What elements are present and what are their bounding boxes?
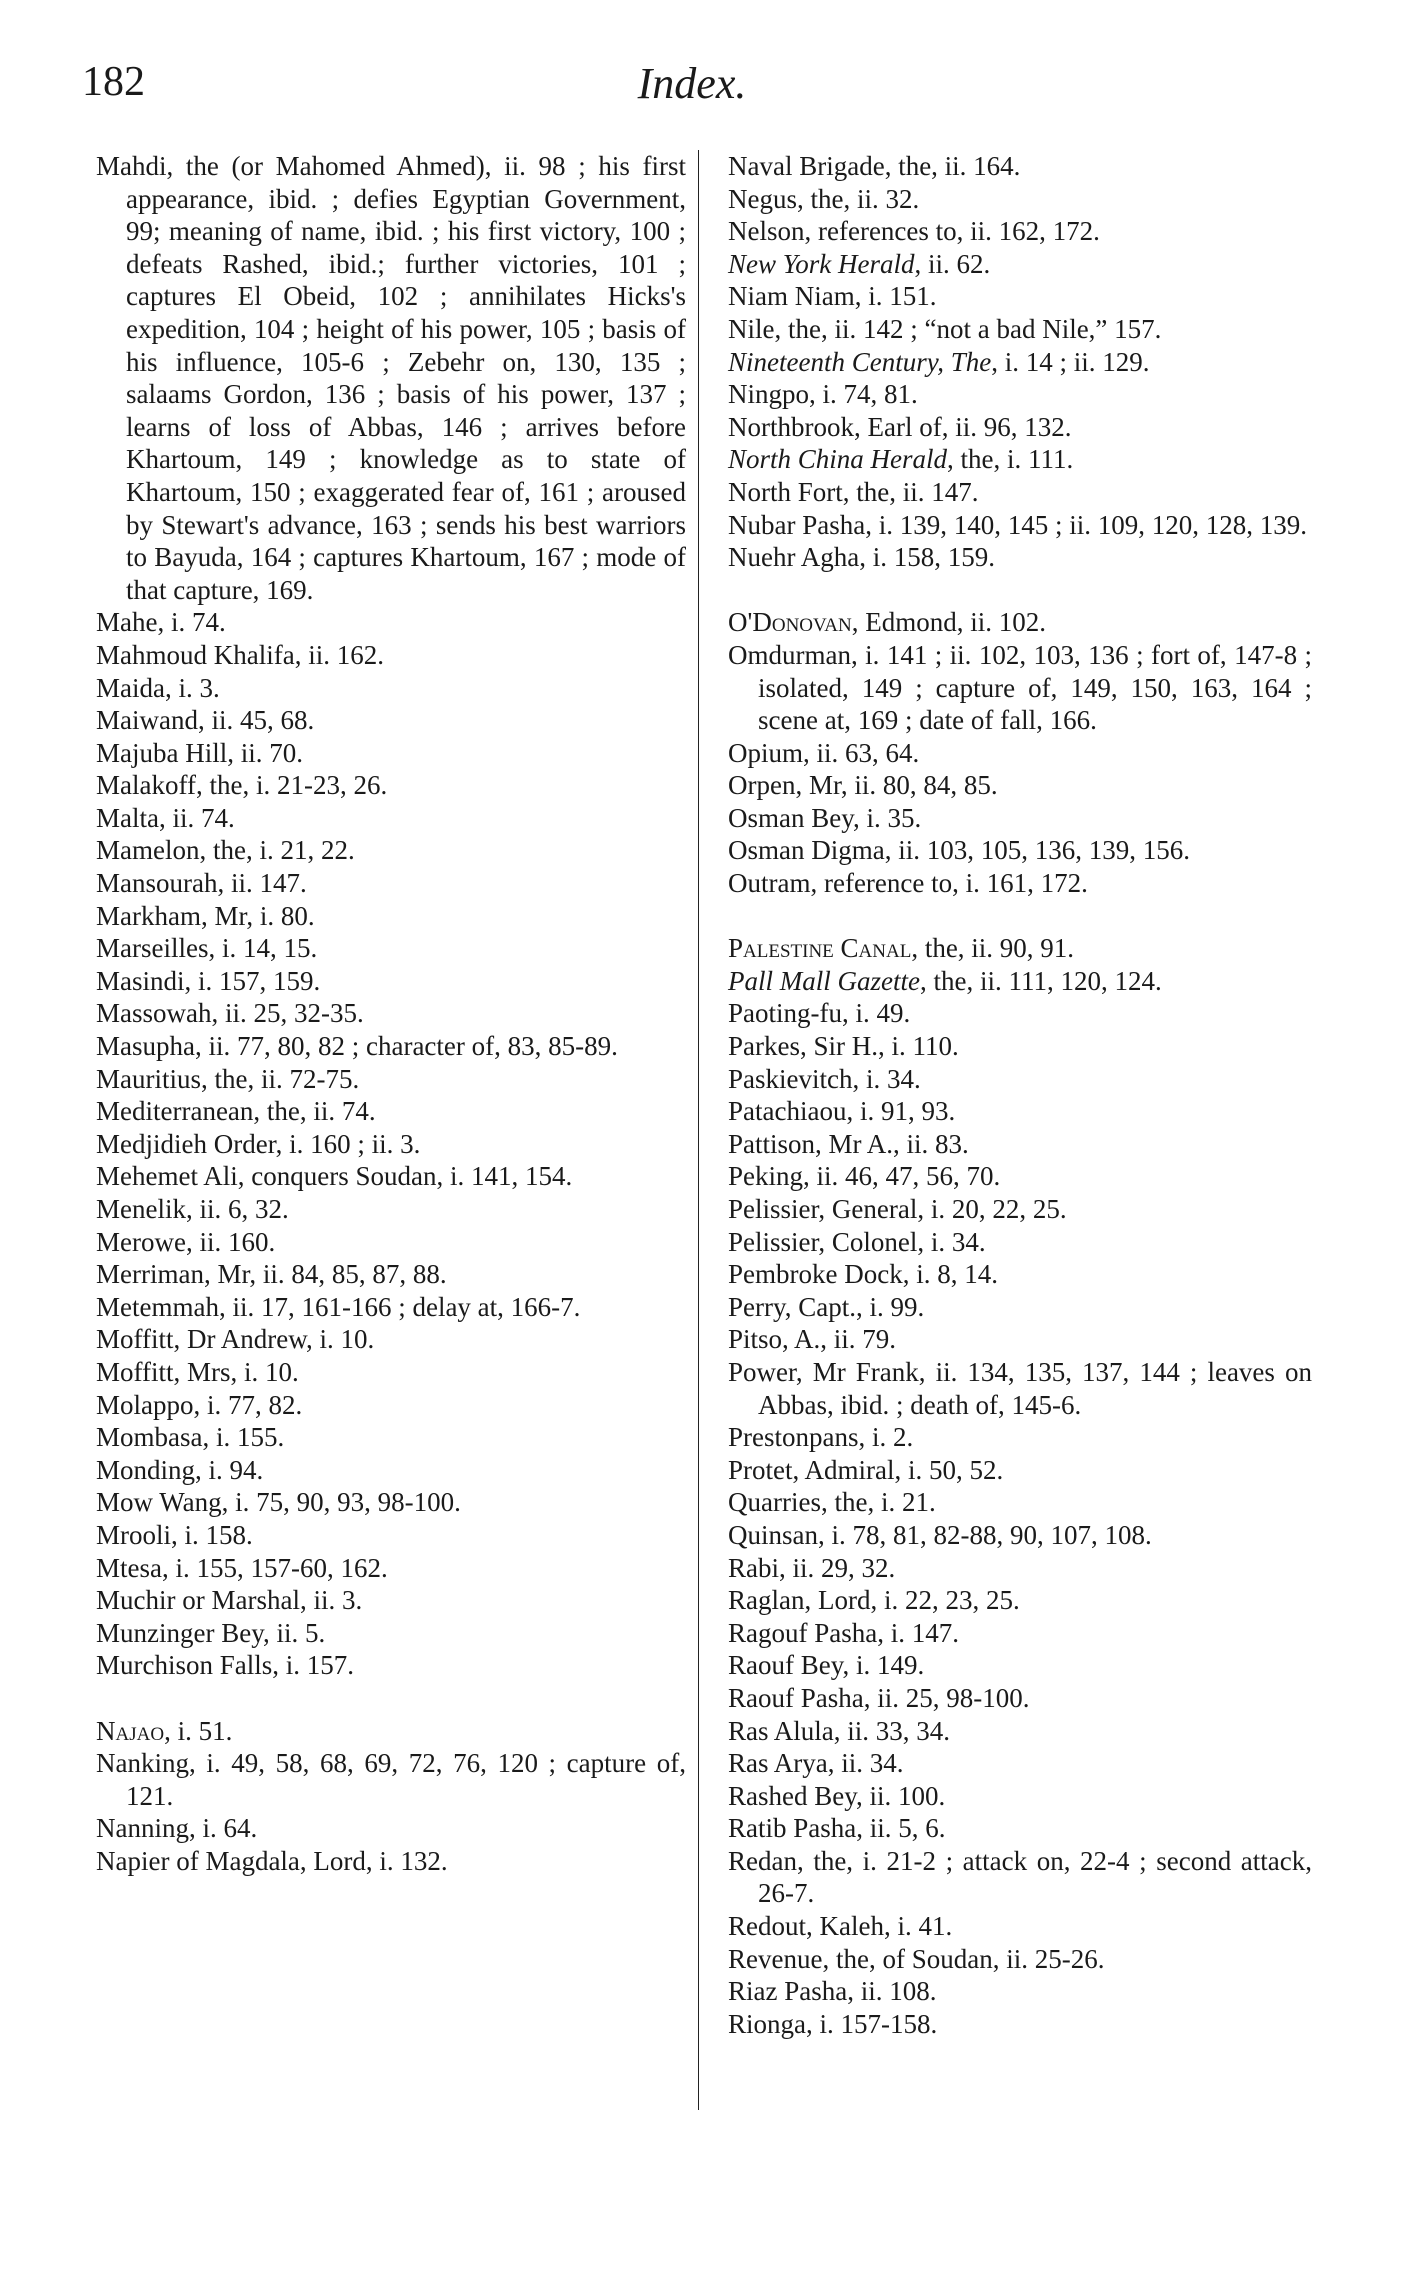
index-entry (728, 2008, 1312, 2041)
entry-references: , the, i. 21-23, 26. (195, 770, 388, 801)
index-entry (96, 150, 686, 606)
page-header (82, 58, 1302, 118)
index-entry (728, 1421, 1312, 1454)
entry-heading: Nineteenth Century, The (728, 346, 992, 377)
index-entry (96, 606, 686, 639)
entry-references: , A., ii. 79. (782, 1324, 897, 1355)
entry-heading: Mamelon (96, 835, 200, 866)
index-entry (728, 1943, 1312, 1976)
entry-references: , i. 157-158. (806, 2008, 938, 2039)
index-entry (96, 1812, 686, 1845)
entry-heading: Raglan (728, 1585, 805, 1616)
entry-heading: Pelissier (728, 1226, 819, 1257)
page-number: 182 (82, 59, 145, 105)
entry-references: , ii. 63, 64. (803, 737, 920, 768)
entry-references: , Edmond, ii. 102. (851, 607, 1046, 638)
entry-references: , ii. 33, 34. (833, 1715, 951, 1746)
index-entry (728, 1095, 1312, 1128)
entry-references: , ii. 3. (299, 1585, 363, 1616)
index-entry (96, 997, 686, 1030)
index-entry (728, 1291, 1312, 1324)
entry-heading: Pitso (728, 1324, 783, 1355)
index-entry (728, 1226, 1312, 1259)
entry-heading: Opium (728, 737, 804, 768)
index-entry (96, 1519, 686, 1552)
entry-heading: Masindi (96, 965, 185, 996)
entry-heading: Massowah (96, 998, 212, 1029)
entry-heading: Mansourah (96, 868, 218, 899)
entry-heading: Palestine Canal (728, 933, 912, 964)
index-entry (728, 1160, 1312, 1193)
entry-references: , Kaleh, i. 41. (806, 1911, 953, 1942)
entry-references: , i. 74. (157, 607, 226, 638)
entry-heading: Ras Arya (728, 1748, 828, 1779)
entry-heading: Mauritius (96, 1063, 201, 1094)
entry-references: , Mr A., ii. 83. (815, 1128, 969, 1159)
index-entry (728, 867, 1312, 900)
entry-heading: Orpen (728, 770, 796, 801)
entry-heading: Peking (728, 1161, 804, 1192)
index-entry (728, 1486, 1312, 1519)
entry-heading: Murchison Falls (96, 1650, 273, 1681)
index-entry (728, 1682, 1312, 1715)
entry-references: , i. 160 ; ii. 3. (275, 1128, 421, 1159)
entry-references: , the, ii. 142 ; “not a bad Nile,” 157. (774, 313, 1162, 344)
index-entry (96, 1454, 686, 1487)
entry-heading: North Fort (728, 476, 843, 507)
index-entry (728, 997, 1312, 1030)
index-entry (728, 1584, 1312, 1617)
entry-heading: Menelik (96, 1194, 186, 1224)
entry-references: , the, ii. 32. (797, 183, 920, 214)
index-entry (96, 1389, 686, 1422)
entry-references: , the, ii. 147. (842, 476, 979, 507)
entry-heading: Najao (96, 1715, 165, 1746)
entry-references: , ii. 62. (914, 248, 991, 279)
entry-heading: Ras Alula (728, 1715, 834, 1746)
entry-references: , i. 49. (842, 998, 911, 1029)
entry-references: , references to, ii. 162, 172. (804, 216, 1100, 247)
entry-references: , Mrs, i. 10. (173, 1356, 299, 1387)
entry-heading: Monding (96, 1454, 196, 1485)
index-entry (96, 1356, 686, 1389)
index-entry (728, 1649, 1312, 1682)
entry-heading: Mrooli (96, 1519, 172, 1550)
entry-heading: Rashed Bey (728, 1780, 856, 1811)
index-entry (728, 1617, 1312, 1650)
index-entry (96, 737, 686, 770)
entry-references: , Mr, ii. 84, 85, 87, 88. (203, 1259, 447, 1290)
index-entry (96, 1291, 686, 1324)
entry-heading: Redan (728, 1845, 797, 1876)
column-divider (698, 150, 699, 2110)
entry-heading: Nile (728, 313, 775, 344)
index-entry (728, 280, 1312, 313)
entry-heading: Merowe (96, 1226, 186, 1257)
index-entry (728, 411, 1312, 444)
entry-references: , i. 151. (854, 281, 937, 312)
entry-heading: Moffitt (96, 1324, 174, 1355)
index-entry (728, 215, 1312, 248)
entry-references: , the, i. 21. (820, 1487, 936, 1518)
entry-references: , i. 49, 58, 68, 69, 72, 76, 120 ; capture of, 121. (126, 1748, 686, 1811)
index-entry (728, 606, 1312, 639)
index-entry (96, 1552, 686, 1585)
index-entry (728, 834, 1312, 867)
entry-references: , ii. 103, 105, 136, 139, 156. (884, 835, 1190, 866)
entry-references: , i. 147. (877, 1617, 959, 1648)
index-entry (96, 1258, 686, 1291)
page-title: Index. (637, 59, 747, 108)
section-gap (96, 1682, 686, 1715)
entry-heading: Paskievitch (728, 1063, 853, 1094)
entry-references: , ii. 160. (185, 1226, 276, 1257)
entry-references: , i. 51. (164, 1715, 233, 1746)
entry-heading: Revenue (728, 1943, 823, 1974)
entry-heading: Quinsan (728, 1519, 818, 1550)
entry-references: , i. 35. (852, 802, 922, 833)
index-entry (728, 769, 1312, 802)
entry-heading: Maiwand (96, 705, 198, 736)
entry-references: , the, ii. 164. (884, 151, 1021, 181)
entry-heading: Metemmah (96, 1291, 219, 1322)
entry-references: , i. 75, 90, 93, 98-100. (221, 1487, 461, 1518)
entry-heading: Mahdi (96, 151, 167, 181)
index-entry (728, 476, 1312, 509)
index-entry (96, 867, 686, 900)
index-entry (728, 1780, 1312, 1813)
entry-heading: Muchir or Marshal (96, 1585, 300, 1616)
entry-heading: Osman Digma (728, 835, 885, 866)
index-entry (728, 737, 1312, 770)
index-entry (96, 1486, 686, 1519)
entry-references: , ii. 34. (827, 1748, 904, 1779)
entry-references: , i. 157. (272, 1650, 355, 1681)
index-entry (96, 1030, 686, 1063)
entry-heading: Mediterranean (96, 1096, 254, 1127)
index-entry (728, 1356, 1312, 1421)
entry-heading: Malakoff (96, 770, 196, 801)
entry-references: , i. 8, 14. (902, 1259, 998, 1290)
entry-references: , ii. 25, 98-100. (863, 1682, 1030, 1713)
entry-references: , i. 155, 157-60, 162. (161, 1552, 388, 1583)
entry-references: , ii. 29, 32. (779, 1552, 896, 1583)
index-entry (728, 1552, 1312, 1585)
entry-heading: Raouf Pasha (728, 1682, 864, 1713)
index-entry (96, 1063, 686, 1096)
entry-heading: Nubar Pasha (728, 509, 866, 540)
index-entry (728, 639, 1312, 737)
entry-references: , Sir H., i. 110. (799, 1031, 959, 1062)
index-entry (96, 1160, 686, 1193)
index-entry (728, 1910, 1312, 1943)
entry-references: , ii. 6, 32. (185, 1194, 289, 1224)
entry-references: , i. 14, 15. (208, 933, 318, 964)
entry-heading: Pall Mall Gazette (728, 965, 920, 996)
entry-references: , i. 157, 159. (184, 965, 321, 996)
entry-references: , ii. 46, 47, 56, 70. (803, 1161, 1001, 1192)
index-entry (96, 1715, 686, 1748)
index-entry (728, 1128, 1312, 1161)
index-entry (728, 1063, 1312, 1096)
entry-references: , ii. 5. (262, 1617, 326, 1648)
index-entry (96, 672, 686, 705)
section-gap (728, 574, 1312, 607)
entry-references: , the, i. 111. (947, 444, 1074, 475)
index-entry (728, 248, 1312, 281)
entry-references: , i. 64. (188, 1813, 258, 1844)
index-entry (728, 1030, 1312, 1063)
entry-references: , i. 158. (171, 1519, 253, 1550)
entry-references: , Admiral, i. 50, 52. (792, 1454, 1004, 1485)
entry-references: , ii. 77, 80, 82 ; character of, 83, 85-89. (194, 1031, 618, 1062)
entry-heading: Napier of Magdala (96, 1845, 300, 1876)
index-entry (728, 443, 1312, 476)
entry-heading: New York Herald (728, 248, 915, 279)
entry-references: , ii. 100. (855, 1780, 946, 1811)
entry-references: , i. 78, 81, 82-88, 90, 107, 108. (818, 1519, 1152, 1550)
entry-heading: Marseilles (96, 933, 209, 964)
entry-heading: Rionga (728, 2008, 806, 2039)
index-entry (728, 1845, 1312, 1910)
entry-references: , ii. 108. (847, 1976, 937, 2007)
entry-heading: Masupha (96, 1031, 195, 1062)
entry-references: , i. 3. (164, 672, 220, 703)
index-entry (96, 704, 686, 737)
entry-references: , the, ii. 74. (253, 1096, 376, 1127)
entry-heading: Mehemet Ali (96, 1161, 238, 1192)
entry-heading: Mtesa (96, 1552, 162, 1583)
index-entry (96, 834, 686, 867)
index-entry (728, 965, 1312, 998)
entry-heading: Markham (96, 900, 201, 931)
entry-heading: Parkes (728, 1031, 800, 1062)
entry-heading: Mahe (96, 607, 158, 638)
entry-references: , Dr Andrew, i. 10. (173, 1324, 375, 1355)
entry-heading: Pembroke Dock (728, 1259, 903, 1290)
index-entry (96, 1193, 686, 1226)
entry-heading: Power (728, 1356, 796, 1387)
index-entry (728, 150, 1312, 183)
entry-references: , i. 14 ; ii. 129. (991, 346, 1150, 377)
entry-references: , i. 2. (858, 1422, 914, 1453)
entry-references: , the, ii. 72-75. (201, 1063, 360, 1094)
index-entry (728, 1258, 1312, 1291)
entry-heading: Mow Wang (96, 1487, 222, 1518)
entry-heading: O'Donovan (728, 607, 852, 638)
entry-heading: Naval Brigade (728, 151, 885, 181)
entry-references: , ii. 45, 68. (197, 705, 315, 736)
index-entry (96, 900, 686, 933)
entry-references: , i. 149. (842, 1650, 925, 1681)
entry-references: , ii. 74. (158, 802, 235, 833)
entry-heading: Omdurman (728, 639, 851, 670)
index-entry (96, 1128, 686, 1161)
index-entry (96, 1649, 686, 1682)
index-entry (728, 1454, 1312, 1487)
index-entry (728, 1975, 1312, 2008)
index-entry (96, 1323, 686, 1356)
index-entry (96, 802, 686, 835)
entry-references: , ii. 5, 6. (856, 1813, 946, 1844)
index-entry (728, 1747, 1312, 1780)
entry-references: , the, ii. 90, 91. (911, 933, 1075, 964)
entry-references: , the, of Soudan, ii. 25-26. (822, 1943, 1105, 1974)
entry-heading: Nanning (96, 1813, 189, 1844)
index-entry (96, 1421, 686, 1454)
index-entry (96, 639, 686, 672)
entry-references: , Colonel, i. 34. (818, 1226, 986, 1257)
entry-heading: Perry (728, 1291, 785, 1322)
entry-heading: Majuba Hill (96, 737, 228, 768)
index-entry (96, 1747, 686, 1812)
index-entry (96, 1617, 686, 1650)
index-entry (728, 509, 1312, 542)
entry-heading: Munzinger Bey (96, 1617, 263, 1648)
entry-heading: Northbrook (728, 411, 854, 442)
entry-heading: North China Herald (728, 444, 948, 475)
entry-heading: Medjidieh Order (96, 1128, 276, 1159)
index-entry (96, 965, 686, 998)
entry-heading: Riaz Pasha (728, 1976, 848, 2007)
entry-heading: Rabi (728, 1552, 779, 1583)
index-column-left (96, 150, 686, 1877)
entry-heading: Merriman (96, 1259, 204, 1290)
entry-heading: Pattison (728, 1128, 816, 1159)
entry-references: , reference to, i. 161, 172. (810, 868, 1088, 899)
section-gap (728, 900, 1312, 933)
entry-references: , Capt., i. 99. (784, 1291, 925, 1322)
index-entry (728, 932, 1312, 965)
entry-heading: Patachiaou (728, 1096, 847, 1127)
index-entry (728, 1519, 1312, 1552)
index-entry (728, 1715, 1312, 1748)
entry-heading: Malta (96, 802, 159, 833)
entry-references: , ii. 70. (227, 737, 303, 768)
entry-heading: Redout (728, 1911, 806, 1942)
index-entry (96, 1584, 686, 1617)
entry-heading: Maida (96, 672, 165, 703)
index-column-right (728, 150, 1312, 2040)
entry-references: , ii. 17, 161-166 ; delay at, 166-7. (218, 1291, 581, 1322)
entry-heading: Negus (728, 183, 797, 214)
entry-references: , i. 74, 81. (809, 379, 918, 410)
entry-references: , Mr, i. 80. (200, 900, 315, 931)
entry-heading: Moffitt (96, 1356, 174, 1387)
entry-references: , Mr Frank, ii. 134, 135, 137, 144 ; leaves on Abbas, ibid. ; death of, 145-6. (758, 1356, 1312, 1420)
index-entry (96, 1845, 686, 1878)
entry-heading: Outram (728, 868, 811, 899)
entry-heading: Mahmoud Khalifa (96, 639, 295, 670)
entry-heading: Ratib Pasha (728, 1813, 857, 1844)
entry-references: , ii. 25, 32-35. (211, 998, 364, 1029)
entry-references: , Mr, ii. 80, 84, 85. (795, 770, 998, 801)
entry-references: , i. 155. (202, 1422, 285, 1453)
index-entry (728, 313, 1312, 346)
entry-references: , the, i. 21, 22. (199, 835, 355, 866)
index-entry (96, 1226, 686, 1259)
index-entry (728, 378, 1312, 411)
entry-heading: Mombasa (96, 1422, 203, 1453)
entry-heading: Nanking (96, 1748, 189, 1779)
entry-references: , i. 91, 93. (846, 1096, 956, 1127)
index-entry (728, 183, 1312, 216)
index-entry (728, 346, 1312, 379)
entry-references: , the, i. 21-2 ; attack on, 22-4 ; second attack, 26-7. (758, 1845, 1312, 1909)
entry-references: , Earl of, ii. 96, 132. (853, 411, 1072, 442)
index-entry (728, 1323, 1312, 1356)
entry-heading: Quarries (728, 1487, 821, 1518)
entry-references: , i. 77, 82. (193, 1389, 303, 1420)
index-entry (96, 932, 686, 965)
entry-heading: Nelson (728, 216, 805, 247)
index-entry (96, 1095, 686, 1128)
entry-references: , Lord, i. 132. (299, 1845, 448, 1876)
entry-references: , conquers Soudan, i. 141, 154. (237, 1161, 573, 1192)
entry-references: , ii. 147. (217, 868, 307, 899)
index-entry (96, 769, 686, 802)
entry-heading: Nuehr Agha (728, 542, 860, 573)
entry-references: , the, ii. 111, 120, 124. (919, 965, 1162, 996)
entry-heading: Osman Bey (728, 802, 853, 833)
index-entry (728, 802, 1312, 835)
entry-heading: Prestonpans (728, 1422, 859, 1453)
entry-heading: Protet (728, 1454, 793, 1485)
entry-heading: Molappo (96, 1389, 194, 1420)
entry-references: , General, i. 20, 22, 25. (818, 1194, 1067, 1224)
entry-references: , i. 94. (195, 1454, 264, 1485)
entry-references: , Lord, i. 22, 23, 25. (804, 1585, 1020, 1616)
index-entry (728, 541, 1312, 574)
index-entry (728, 1193, 1312, 1226)
entry-heading: Raouf Bey (728, 1650, 843, 1681)
entry-references: , the (or Mahomed Ahmed), ii. 98 ; his first appearance, ibid. ; defies Egyptian Government, 99; meaning of name, ibid. ; his first victory, 100 ; defeats Rashed, ibid.; further victories, 101 ; captures El Obeid, 102 ; annihilates Hicks's expedition, 104 ; height of his power, 105 ; basis of his influence, 105-6 ; Zebehr on, 130, 135 ; salaams Gordon, 136 ; basis of his power, 137 ; learns of loss of Abbas, 146 ; arrives before Khartoum, 149 ; knowledge as to state of Khartoum, 150 ; exaggerated fear of, 161 ; aroused by Stewart's advance, 163 ; sends his best warriors to Bayuda, 164 ; captures Khartoum, 167 ; mode of that capture, 169. (126, 151, 686, 605)
entry-references: , ii. 162. (294, 639, 384, 670)
entry-heading: Pelissier (728, 1194, 819, 1224)
entry-references: , i. 141 ; ii. 102, 103, 136 ; fort of, 147-8 ; isolated, 149 ; capture of, 149, 150, 163, 164 ; scene at, 169 ; date of fall, 166. (758, 639, 1312, 736)
index-entry (728, 1812, 1312, 1845)
entry-heading: Ragouf Pasha (728, 1617, 878, 1648)
entry-references: , i. 158, 159. (859, 542, 995, 573)
entry-heading: Ningpo (728, 379, 809, 410)
entry-heading: Niam Niam (728, 281, 855, 312)
entry-heading: Paoting-fu (728, 998, 842, 1029)
entry-references: , i. 34. (852, 1063, 921, 1094)
entry-references: , i. 139, 140, 145 ; ii. 109, 120, 128, 139. (865, 509, 1307, 540)
